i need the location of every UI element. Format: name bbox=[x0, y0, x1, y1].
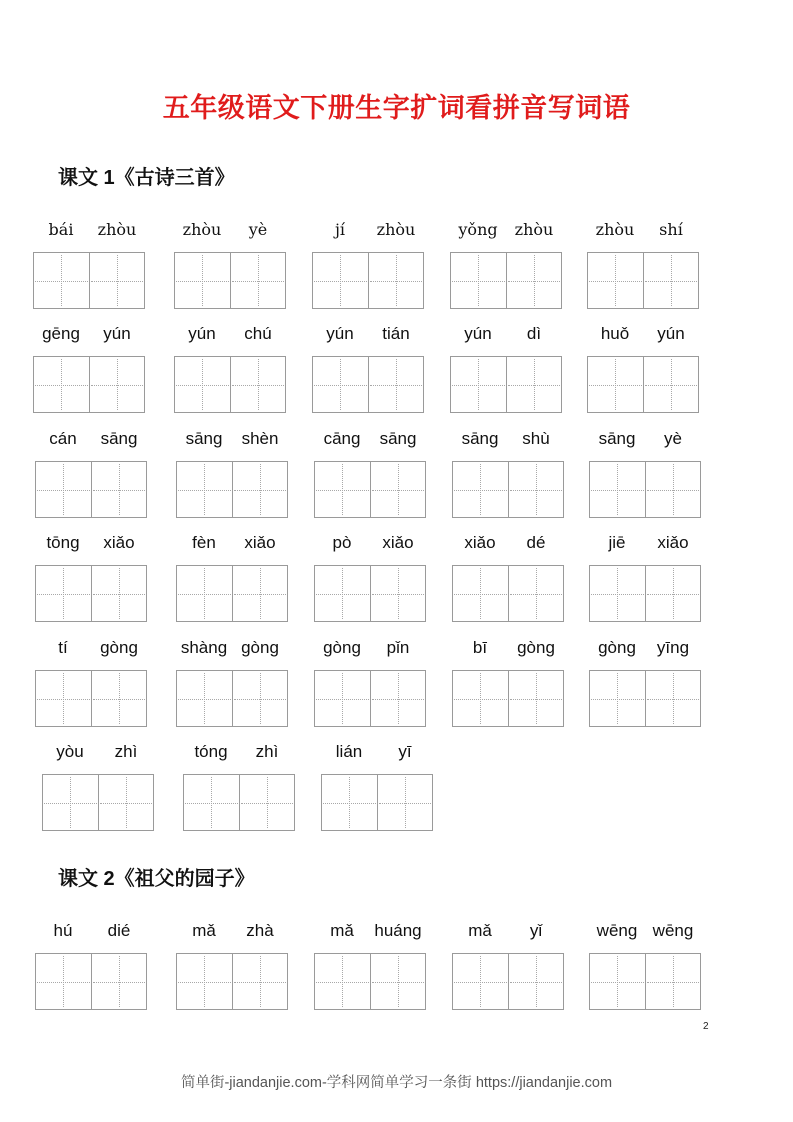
writing-grid[interactable] bbox=[176, 565, 288, 622]
writing-cell[interactable] bbox=[453, 462, 508, 517]
syllable: yǐ bbox=[529, 921, 543, 940]
writing-cell[interactable] bbox=[34, 253, 89, 308]
writing-cell[interactable] bbox=[34, 357, 89, 412]
syllable: zhì bbox=[255, 742, 279, 761]
writing-cell[interactable] bbox=[590, 954, 645, 1009]
syllable: zhà bbox=[246, 921, 274, 940]
writing-cell[interactable] bbox=[590, 671, 645, 726]
writing-grid[interactable] bbox=[314, 670, 426, 727]
pinyin bbox=[35, 429, 147, 453]
syllable: xiǎo bbox=[244, 533, 276, 552]
writing-grid[interactable] bbox=[42, 774, 154, 831]
syllable: shù bbox=[522, 429, 550, 448]
writing-grid[interactable] bbox=[452, 670, 564, 727]
syllable: zhòu bbox=[97, 220, 137, 239]
writing-cell[interactable] bbox=[508, 462, 564, 517]
writing-cell[interactable] bbox=[506, 253, 562, 308]
writing-cell[interactable] bbox=[377, 775, 433, 830]
syllable: pò bbox=[332, 533, 352, 552]
writing-cell[interactable] bbox=[230, 357, 286, 412]
syllable: zhòu bbox=[595, 220, 635, 239]
writing-grid[interactable] bbox=[587, 252, 699, 309]
pinyin bbox=[176, 638, 288, 662]
word-item bbox=[35, 533, 147, 629]
writing-cell[interactable] bbox=[36, 954, 91, 1009]
syllable: xiǎo bbox=[103, 533, 135, 552]
writing-cell[interactable] bbox=[232, 954, 288, 1009]
writing-cell[interactable] bbox=[451, 357, 506, 412]
writing-cell[interactable] bbox=[313, 357, 368, 412]
syllable: hú bbox=[53, 921, 73, 940]
writing-cell[interactable] bbox=[508, 671, 564, 726]
writing-grid[interactable] bbox=[33, 356, 145, 413]
writing-cell[interactable] bbox=[453, 954, 508, 1009]
word-item bbox=[589, 429, 701, 525]
pinyin bbox=[42, 742, 154, 766]
writing-grid[interactable] bbox=[312, 356, 424, 413]
word-item bbox=[589, 921, 701, 1017]
word-item bbox=[314, 921, 426, 1017]
pinyin bbox=[452, 638, 564, 662]
syllable: sāng bbox=[100, 429, 138, 448]
syllable: jí bbox=[334, 220, 346, 239]
syllable: xiǎo bbox=[382, 533, 414, 552]
pinyin bbox=[174, 324, 286, 348]
syllable: yún bbox=[464, 324, 492, 343]
writing-grid[interactable] bbox=[174, 356, 286, 413]
syllable: fèn bbox=[192, 533, 216, 552]
syllable: yún bbox=[657, 324, 685, 343]
writing-cell[interactable] bbox=[643, 357, 699, 412]
pinyin bbox=[587, 220, 699, 244]
writing-cell[interactable] bbox=[368, 357, 424, 412]
syllable: gòng bbox=[598, 638, 636, 657]
syllable: zhòu bbox=[514, 220, 554, 239]
writing-cell[interactable] bbox=[177, 671, 232, 726]
syllable: gòng bbox=[241, 638, 279, 657]
pinyin bbox=[450, 220, 562, 244]
pinyin bbox=[587, 324, 699, 348]
word-item bbox=[33, 324, 145, 420]
writing-cell[interactable] bbox=[451, 253, 506, 308]
writing-cell[interactable] bbox=[36, 462, 91, 517]
pinyin bbox=[314, 638, 426, 662]
pinyin bbox=[452, 429, 564, 453]
word-item bbox=[35, 638, 147, 734]
pinyin bbox=[589, 429, 701, 453]
pinyin bbox=[314, 921, 426, 945]
writing-cell[interactable] bbox=[36, 671, 91, 726]
word-item bbox=[314, 638, 426, 734]
writing-cell[interactable] bbox=[315, 462, 370, 517]
writing-cell[interactable] bbox=[370, 671, 426, 726]
word-item bbox=[589, 533, 701, 629]
pinyin bbox=[176, 429, 288, 453]
pinyin bbox=[176, 921, 288, 945]
writing-cell[interactable] bbox=[453, 566, 508, 621]
syllable: sāng bbox=[598, 429, 636, 448]
word-row bbox=[0, 533, 793, 633]
syllable: gòng bbox=[323, 638, 361, 657]
syllable: gòng bbox=[517, 638, 555, 657]
syllable: lián bbox=[335, 742, 363, 761]
writing-cell[interactable] bbox=[43, 775, 98, 830]
word-item bbox=[42, 742, 154, 838]
pinyin bbox=[450, 324, 562, 348]
pinyin bbox=[183, 742, 295, 766]
word-item bbox=[450, 220, 562, 316]
writing-cell[interactable] bbox=[177, 462, 232, 517]
pinyin bbox=[35, 533, 147, 557]
writing-cell[interactable] bbox=[89, 253, 145, 308]
writing-grid[interactable] bbox=[33, 252, 145, 309]
word-item bbox=[176, 638, 288, 734]
writing-grid[interactable] bbox=[314, 461, 426, 518]
syllable: gēng bbox=[42, 324, 80, 343]
syllable: mǎ bbox=[330, 921, 354, 940]
syllable: dì bbox=[526, 324, 542, 343]
writing-grid[interactable] bbox=[314, 565, 426, 622]
writing-grid[interactable] bbox=[35, 565, 147, 622]
syllable: chú bbox=[244, 324, 272, 343]
writing-grid[interactable] bbox=[321, 774, 433, 831]
writing-cell[interactable] bbox=[508, 954, 564, 1009]
syllable: xiǎo bbox=[464, 533, 496, 552]
writing-cell[interactable] bbox=[98, 775, 154, 830]
writing-cell[interactable] bbox=[645, 462, 701, 517]
syllable: dié bbox=[107, 921, 131, 940]
syllable: jiē bbox=[608, 533, 626, 552]
syllable: shèn bbox=[241, 429, 279, 448]
pinyin bbox=[35, 921, 147, 945]
word-row bbox=[0, 429, 793, 529]
writing-cell[interactable] bbox=[177, 954, 232, 1009]
syllable: wēng bbox=[652, 921, 694, 940]
writing-cell[interactable] bbox=[315, 954, 370, 1009]
syllable: bái bbox=[48, 220, 74, 239]
writing-cell[interactable] bbox=[232, 671, 288, 726]
syllable: zhì bbox=[114, 742, 138, 761]
pinyin bbox=[589, 533, 701, 557]
writing-cell[interactable] bbox=[175, 357, 230, 412]
writing-cell[interactable] bbox=[590, 566, 645, 621]
writing-cell[interactable] bbox=[368, 253, 424, 308]
writing-cell[interactable] bbox=[175, 253, 230, 308]
writing-cell[interactable] bbox=[588, 253, 643, 308]
pinyin bbox=[452, 921, 564, 945]
syllable: tí bbox=[58, 638, 68, 657]
syllable: huáng bbox=[374, 921, 422, 940]
writing-grid[interactable] bbox=[589, 565, 701, 622]
writing-cell[interactable] bbox=[230, 253, 286, 308]
pinyin bbox=[314, 533, 426, 557]
writing-grid[interactable] bbox=[589, 953, 701, 1010]
writing-cell[interactable] bbox=[91, 671, 147, 726]
writing-cell[interactable] bbox=[239, 775, 295, 830]
pinyin bbox=[312, 220, 424, 244]
word-item bbox=[452, 429, 564, 525]
word-row bbox=[0, 638, 793, 738]
word-item bbox=[314, 533, 426, 629]
syllable: yún bbox=[103, 324, 131, 343]
word-item bbox=[589, 638, 701, 734]
pinyin bbox=[589, 921, 701, 945]
word-item bbox=[35, 429, 147, 525]
writing-cell[interactable] bbox=[590, 462, 645, 517]
writing-cell[interactable] bbox=[645, 954, 701, 1009]
writing-cell[interactable] bbox=[232, 566, 288, 621]
writing-cell[interactable] bbox=[315, 671, 370, 726]
writing-grid[interactable] bbox=[452, 565, 564, 622]
syllable: mǎ bbox=[468, 921, 492, 940]
writing-cell[interactable] bbox=[36, 566, 91, 621]
pinyin bbox=[33, 324, 145, 348]
writing-cell[interactable] bbox=[643, 253, 699, 308]
pinyin bbox=[452, 533, 564, 557]
writing-grid[interactable] bbox=[589, 461, 701, 518]
syllable: zhòu bbox=[376, 220, 416, 239]
word-item bbox=[450, 324, 562, 420]
writing-grid[interactable] bbox=[176, 670, 288, 727]
word-item bbox=[35, 921, 147, 1017]
syllable: yún bbox=[188, 324, 216, 343]
syllable: yè bbox=[248, 220, 268, 239]
writing-cell[interactable] bbox=[453, 671, 508, 726]
word-item bbox=[452, 533, 564, 629]
section-heading-lesson-2: 课文 2《祖父的园子》 bbox=[58, 868, 255, 890]
pinyin bbox=[321, 742, 433, 766]
word-item bbox=[176, 533, 288, 629]
syllable: yīng bbox=[656, 638, 690, 657]
word-item bbox=[174, 324, 286, 420]
pinyin bbox=[33, 220, 145, 244]
word-row bbox=[0, 742, 793, 842]
syllable: cán bbox=[49, 429, 77, 448]
word-item bbox=[587, 324, 699, 420]
word-item bbox=[587, 220, 699, 316]
syllable: bī bbox=[472, 638, 488, 657]
writing-grid[interactable] bbox=[450, 252, 562, 309]
writing-grid[interactable] bbox=[176, 461, 288, 518]
syllable: dé bbox=[526, 533, 546, 552]
pinyin bbox=[174, 220, 286, 244]
writing-grid[interactable] bbox=[183, 774, 295, 831]
word-item bbox=[321, 742, 433, 838]
writing-cell[interactable] bbox=[313, 253, 368, 308]
writing-cell[interactable] bbox=[645, 566, 701, 621]
writing-grid[interactable] bbox=[176, 953, 288, 1010]
syllable: yī bbox=[398, 742, 412, 761]
syllable: yún bbox=[326, 324, 354, 343]
writing-grid[interactable] bbox=[589, 670, 701, 727]
syllable: sāng bbox=[379, 429, 417, 448]
syllable: wēng bbox=[596, 921, 638, 940]
word-item bbox=[314, 429, 426, 525]
writing-grid[interactable] bbox=[587, 356, 699, 413]
writing-cell[interactable] bbox=[322, 775, 377, 830]
syllable: pǐn bbox=[386, 638, 410, 657]
word-item bbox=[452, 921, 564, 1017]
writing-cell[interactable] bbox=[91, 462, 147, 517]
syllable: yòu bbox=[56, 742, 84, 761]
writing-grid[interactable] bbox=[452, 461, 564, 518]
writing-cell[interactable] bbox=[91, 954, 147, 1009]
writing-grid[interactable] bbox=[174, 252, 286, 309]
writing-grid[interactable] bbox=[452, 953, 564, 1010]
writing-cell[interactable] bbox=[370, 954, 426, 1009]
word-row bbox=[0, 921, 793, 1021]
writing-cell[interactable] bbox=[645, 671, 701, 726]
writing-grid[interactable] bbox=[314, 953, 426, 1010]
word-item bbox=[312, 220, 424, 316]
syllable: shàng bbox=[180, 638, 228, 657]
syllable: tóng bbox=[194, 742, 228, 761]
word-item bbox=[176, 921, 288, 1017]
syllable: zhòu bbox=[182, 220, 222, 239]
syllable: cāng bbox=[323, 429, 361, 448]
syllable: yǒng bbox=[458, 220, 498, 239]
writing-cell[interactable] bbox=[506, 357, 562, 412]
word-row bbox=[0, 220, 793, 320]
pinyin bbox=[314, 429, 426, 453]
pinyin bbox=[312, 324, 424, 348]
word-item bbox=[183, 742, 295, 838]
writing-grid[interactable] bbox=[35, 670, 147, 727]
writing-cell[interactable] bbox=[315, 566, 370, 621]
writing-cell[interactable] bbox=[508, 566, 564, 621]
writing-cell[interactable] bbox=[91, 566, 147, 621]
pinyin bbox=[176, 533, 288, 557]
word-item bbox=[312, 324, 424, 420]
word-item bbox=[452, 638, 564, 734]
writing-cell[interactable] bbox=[370, 462, 426, 517]
syllable: huǒ bbox=[600, 324, 630, 343]
writing-cell[interactable] bbox=[184, 775, 239, 830]
page-number: 2 bbox=[703, 1021, 709, 1032]
syllable: mǎ bbox=[192, 921, 216, 940]
writing-grid[interactable] bbox=[450, 356, 562, 413]
writing-grid[interactable] bbox=[35, 461, 147, 518]
word-item bbox=[176, 429, 288, 525]
writing-cell[interactable] bbox=[89, 357, 145, 412]
syllable: sāng bbox=[461, 429, 499, 448]
writing-grid[interactable] bbox=[35, 953, 147, 1010]
syllable: yè bbox=[664, 429, 682, 448]
pinyin bbox=[589, 638, 701, 662]
syllable: xiǎo bbox=[657, 533, 689, 552]
writing-grid[interactable] bbox=[312, 252, 424, 309]
section-heading-lesson-1: 课文 1《古诗三首》 bbox=[58, 167, 235, 189]
syllable: tōng bbox=[46, 533, 80, 552]
writing-cell[interactable] bbox=[232, 462, 288, 517]
footer-watermark: 简单街-jiandanjie.com-学科网简单学习一条街 https://jiandanjie.com bbox=[180, 1075, 613, 1091]
word-item bbox=[174, 220, 286, 316]
writing-cell[interactable] bbox=[588, 357, 643, 412]
word-item bbox=[33, 220, 145, 316]
syllable: shí bbox=[659, 220, 683, 239]
syllable: gòng bbox=[100, 638, 138, 657]
pinyin bbox=[35, 638, 147, 662]
word-row bbox=[0, 324, 793, 424]
writing-cell[interactable] bbox=[370, 566, 426, 621]
writing-cell[interactable] bbox=[177, 566, 232, 621]
syllable: tián bbox=[382, 324, 410, 343]
syllable: sāng bbox=[185, 429, 223, 448]
page-title: 五年级语文下册生字扩词看拼音写词语 bbox=[162, 93, 631, 124]
